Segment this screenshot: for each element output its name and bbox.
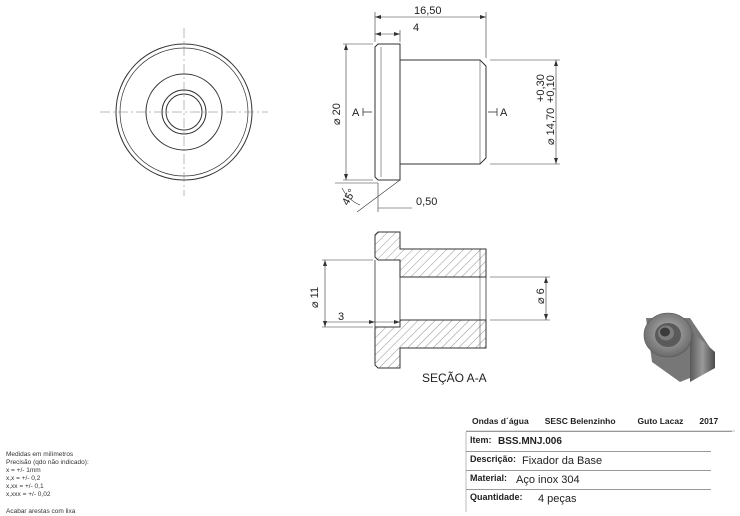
client-name: SESC Belenzinho xyxy=(544,416,616,426)
quantity-row xyxy=(466,490,711,508)
material-label: Material: xyxy=(470,473,508,483)
tol-upper: +0,30 xyxy=(535,74,547,102)
description-value: Fixador da Base xyxy=(522,455,603,467)
cut-label-right: A xyxy=(500,107,508,119)
description-row xyxy=(466,452,711,471)
section-cut-marks xyxy=(363,108,497,116)
body-outline xyxy=(400,60,486,164)
section-title: SEÇÃO A-A xyxy=(422,371,487,385)
side-view xyxy=(375,44,486,180)
note-finish: Acabar arestas com lixa xyxy=(6,508,76,515)
note-tol-x: x = +/- 1mm xyxy=(6,467,41,474)
note-units: Medidas em milímetros xyxy=(6,451,74,458)
item-row xyxy=(466,433,711,452)
dim-chamfer-angle: 45° xyxy=(340,187,359,208)
section-view xyxy=(375,232,486,368)
section-top-wall xyxy=(375,232,486,277)
dim-flange-diameter: ⌀ 20 xyxy=(331,103,343,125)
quantity-label: Quantidade: xyxy=(470,492,523,502)
item-label: Item: xyxy=(470,435,492,445)
side-view-arrowheads xyxy=(344,15,558,180)
flange-outline xyxy=(375,44,400,180)
material-row xyxy=(466,471,711,490)
material-value: Aço inox 304 xyxy=(516,474,580,486)
dim-overall-length: 16,50 xyxy=(414,5,442,17)
dim-counterbore-depth: 3 xyxy=(338,311,345,323)
section-bottom-wall xyxy=(375,320,486,368)
tol-lower: +0,10 xyxy=(545,75,557,103)
front-centerlines xyxy=(100,28,268,196)
dim-flange-thickness: 4 xyxy=(413,22,420,34)
author-name: Guto Lacaz xyxy=(637,416,684,426)
item-value: BSS.MNJ.006 xyxy=(498,436,562,447)
isometric-view xyxy=(644,313,715,382)
note-precision: Precisão (qdo não indicado): xyxy=(6,459,89,466)
title-block-header xyxy=(466,411,732,432)
note-tol-xx: x,x = +/- 0,2 xyxy=(6,475,41,482)
quantity-value: 4 peças xyxy=(538,493,577,505)
note-tol-xxx: x,xx = +/- 0,1 xyxy=(6,483,44,490)
dim-bore-diameter: ⌀ 6 xyxy=(535,288,547,304)
year: 2017 xyxy=(699,416,719,426)
project-name: Ondas d´água xyxy=(472,416,529,426)
dim-chamfer: 0,50 xyxy=(416,196,438,208)
title-block xyxy=(466,411,732,511)
drawing-notes xyxy=(6,451,89,516)
note-tol-xxxx: x,xxx = +/- 0,02 xyxy=(6,491,51,498)
dim-body-diameter: ⌀ 14,70 xyxy=(545,107,557,145)
cut-label-left: A xyxy=(352,107,360,119)
description-label: Descrição: xyxy=(470,454,517,464)
dim-counterbore-diameter: ⌀ 11 xyxy=(309,286,321,308)
